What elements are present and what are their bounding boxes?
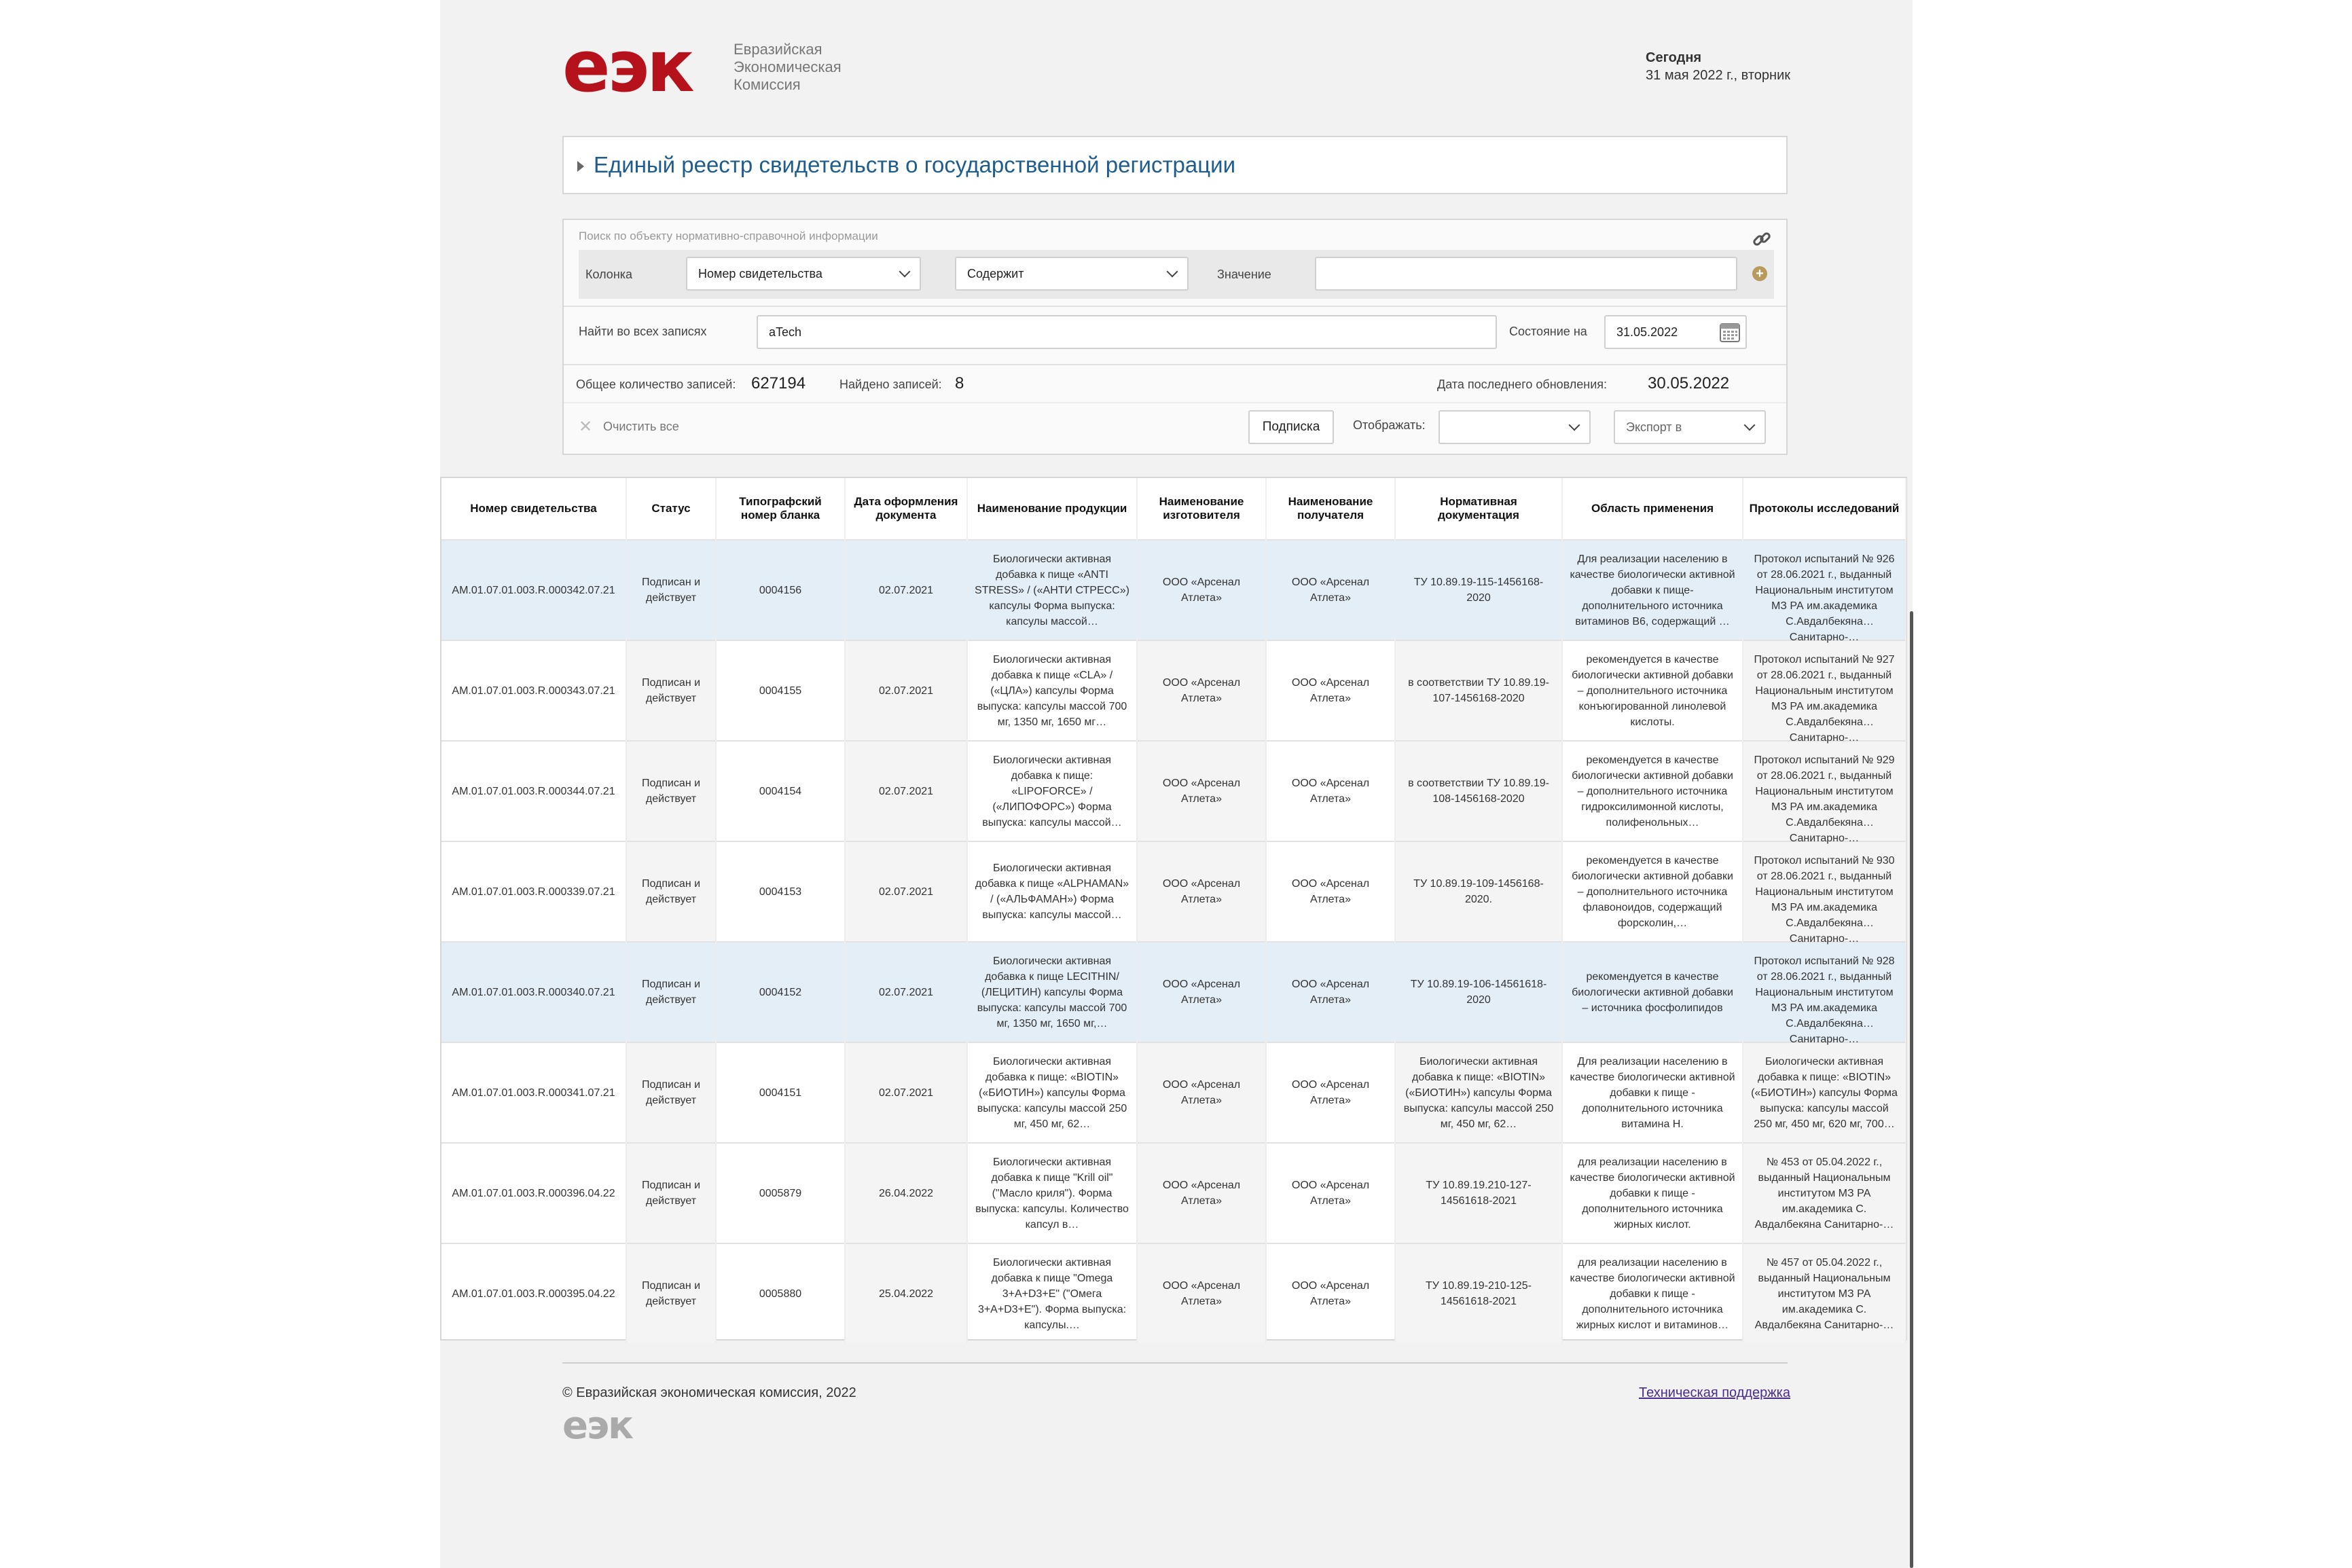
table-cell (626, 741, 716, 841)
today-label: Сегодня (1646, 50, 1702, 65)
table-cell (1137, 640, 1266, 741)
table-cell (441, 1243, 626, 1343)
table-body (441, 540, 1906, 1343)
link-icon[interactable] (1751, 228, 1773, 250)
table-cell (716, 1143, 845, 1243)
footer-divider (562, 1362, 1788, 1364)
find-all-label: Найти во всех записях (579, 325, 707, 338)
cell-text: Подписан и действует (641, 778, 701, 805)
cell-text: ТУ 10.89.19-210-125-14561618-2021 (1425, 1280, 1532, 1307)
cell-text: Биологически активная добавка к пище "Krill oil" ("Масло криля"). Форма выпуска: капсулы. Количество капсул в… (975, 1156, 1129, 1230)
cell-text: Биологически активная добавка к пище: «BIOTIN» («БИОТИН») капсулы Форма выпуска: капсулы массой 250 мг, 450 мг, 620 мг, 700… (1751, 1055, 1898, 1130)
table-cell (441, 1143, 626, 1243)
table-cell (1743, 942, 1906, 1045)
results-table (441, 478, 1906, 1343)
cell-text: ООО «Арсенал Атлета» (1162, 677, 1241, 704)
table-cell (1137, 1143, 1266, 1243)
logo-line: Экономическая (734, 58, 842, 75)
table-cell (1562, 942, 1743, 1042)
cell-text: AM.01.07.01.003.R.000395.04.22 (452, 1288, 615, 1300)
cell-text: AM.01.07.01.003.R.000344.07.21 (452, 785, 615, 797)
table-cell (845, 1042, 967, 1143)
filter-row (579, 250, 1774, 299)
table-cell (626, 1243, 716, 1343)
table-cell (1743, 640, 1906, 744)
cell-text: рекомендуется в качестве биологически активной добавки – дополнительного источника гидроксилимонной кислоты, полифенольных… (1572, 754, 1733, 828)
total-label: Общее количество записей: (576, 378, 736, 391)
table-cell (1266, 1143, 1395, 1243)
column-select[interactable] (686, 257, 921, 291)
search-heading: Поиск по объекту нормативно-справочной информации (579, 230, 878, 242)
cell-text: 0004155 (759, 685, 802, 697)
cell-text: ООО «Арсенал Атлета» (1291, 1079, 1370, 1106)
cell-text: Подписан и действует (641, 1079, 701, 1106)
clear-icon[interactable]: ✕ (579, 418, 593, 436)
cell-text: ООО «Арсенал Атлета» (1291, 1180, 1370, 1207)
cell-text: Для реализации населению в качестве биологически активной добавки к пище-дополнительного источника витаминов B6, содержащий … (1570, 553, 1735, 627)
cell-text: ООО «Арсенал Атлета» (1162, 1180, 1241, 1207)
table-cell (967, 1143, 1137, 1243)
table-cell (1562, 841, 1743, 942)
table-cell (1266, 640, 1395, 741)
table-cell (1137, 841, 1266, 942)
eec-logo[interactable]: еэк (562, 25, 692, 108)
page-scrollbar[interactable] (1910, 611, 1913, 1568)
column-header[interactable]: Наименование изготовителя (1137, 478, 1266, 540)
table-row[interactable] (441, 841, 1906, 942)
table-cell (441, 640, 626, 741)
chevron-down-icon (1744, 420, 1756, 431)
table-cell (626, 1042, 716, 1143)
updated-label: Дата последнего обновления: (1437, 378, 1608, 391)
chevron-down-icon (899, 266, 911, 278)
table-cell (716, 640, 845, 741)
cell-text: ООО «Арсенал Атлета» (1162, 878, 1241, 905)
table-cell (1266, 1042, 1395, 1143)
table-cell (845, 640, 967, 741)
column-header[interactable]: Область применения (1562, 478, 1743, 540)
cell-text: 02.07.2021 (878, 785, 934, 797)
value-label: Значение (1217, 268, 1271, 281)
table-cell (967, 540, 1137, 640)
table-cell (967, 1042, 1137, 1143)
triangle-right-icon (577, 161, 584, 172)
table-row[interactable] (441, 540, 1906, 640)
table-cell (716, 841, 845, 942)
table-row[interactable] (441, 1243, 1906, 1343)
display-label: Отображать: (1353, 418, 1426, 432)
cell-text: ТУ 10.89.19-106-14561618-2020 (1410, 979, 1547, 1006)
table-cell (1395, 1243, 1562, 1343)
table-cell (1743, 540, 1906, 643)
cell-text: ООО «Арсенал Атлета» (1291, 577, 1370, 604)
cell-text: Подписан и действует (641, 878, 701, 905)
cell-text: ООО «Арсенал Атлета» (1162, 1280, 1241, 1307)
table-cell (716, 741, 845, 841)
eec-logo-text (734, 41, 842, 94)
cell-text: AM.01.07.01.003.R.000342.07.21 (452, 584, 615, 596)
cell-text: 0004156 (759, 584, 802, 596)
registry-title-bar[interactable] (562, 136, 1788, 194)
table-cell (626, 1143, 716, 1243)
today-date: 31 мая 2022 г., вторник (1646, 68, 1790, 83)
total-value: 627194 (751, 374, 806, 393)
condition-select[interactable] (955, 257, 1189, 291)
table-cell (967, 841, 1137, 942)
found-value: 8 (955, 374, 964, 393)
table-row[interactable] (441, 1143, 1906, 1243)
find-all-input[interactable]: aTech (757, 315, 1497, 349)
cell-text: Протокол испытаний № 930 от 28.06.2021 г., выданный Национальным институтом МЗ РА им.академика С.Авдалбекяна Санитарно-… (1754, 854, 1895, 945)
found-label: Найдено записей: (839, 378, 942, 391)
search-panel (562, 219, 1788, 455)
table-cell (967, 741, 1137, 841)
display-select[interactable] (1439, 410, 1591, 444)
logo-line: Комиссия (734, 76, 801, 93)
cell-text: 02.07.2021 (878, 986, 934, 998)
state-date-input[interactable]: 31.05.2022 (1604, 315, 1747, 349)
table-cell (1562, 741, 1743, 841)
cell-text: 25.04.2022 (878, 1288, 934, 1300)
divider (564, 306, 1786, 307)
cell-text: Подписан и действует (641, 1180, 701, 1207)
cell-text: 02.07.2021 (878, 584, 934, 596)
cell-text: ООО «Арсенал Атлета» (1162, 979, 1241, 1006)
results-table-wrapper (440, 477, 1907, 1341)
cell-text: AM.01.07.01.003.R.000339.07.21 (452, 886, 615, 898)
table-cell (716, 540, 845, 640)
calendar-icon[interactable] (1718, 321, 1741, 344)
table-cell (967, 640, 1137, 741)
table-cell (1266, 841, 1395, 942)
table-cell (1137, 942, 1266, 1042)
cell-text: 02.07.2021 (878, 886, 934, 898)
cell-text: Протокол испытаний № 927 от 28.06.2021 г., выданный Национальным институтом МЗ РА им.академика С.Авдалбекяна Санитарно-… (1754, 653, 1895, 744)
table-cell (1743, 741, 1906, 844)
cell-text: № 453 от 05.04.2022 г., выданный Национальным институтом МЗ РА им.академика С. Авдалбекяна Санитарно-… (1754, 1156, 1894, 1230)
cell-text: AM.01.07.01.003.R.000340.07.21 (452, 986, 615, 998)
copyright: © Евразийская экономическая комиссия, 2022 (562, 1385, 856, 1400)
table-header-row (441, 478, 1906, 540)
cell-text: Биологически активная добавка к пище «CLA» / («ЦЛА») капсулы Форма выпуска: капсулы массой 700 мг, 1350 мг, 1650 мг… (977, 653, 1127, 728)
table-cell (441, 540, 626, 640)
table-cell (1137, 741, 1266, 841)
cell-text: в соответствии ТУ 10.89.19-108-1456168-2020 (1408, 778, 1549, 805)
table-cell (626, 841, 716, 942)
cell-text: AM.01.07.01.003.R.000341.07.21 (452, 1087, 615, 1099)
table-cell (1395, 741, 1562, 841)
column-header[interactable]: Дата оформления документа (845, 478, 967, 540)
cell-text: Биологически активная добавка к пище: «LIPOFORCE» / («ЛИПОФОРС») Форма выпуска: капсулы массой… (982, 754, 1122, 828)
table-row[interactable] (441, 640, 1906, 741)
cell-text: Протокол испытаний № 926 от 28.06.2021 г., выданный Национальным институтом МЗ РА им.академика С.Авдалбекяна Санитарно-… (1754, 553, 1895, 643)
cell-text: в соответствии ТУ 10.89.19-107-1456168-2020 (1408, 677, 1549, 704)
table-cell (1137, 540, 1266, 640)
cell-text: ООО «Арсенал Атлета» (1291, 677, 1370, 704)
table-cell (1395, 1143, 1562, 1243)
cell-text: 0004151 (759, 1087, 802, 1099)
cell-text: Биологически активная добавка к пище "Omega 3+A+D3+E" ("Омега 3+A+D3+E"). Форма выпуска: капсулы.… (977, 1256, 1127, 1331)
table-cell (1395, 1042, 1562, 1143)
table-cell (845, 841, 967, 942)
cell-text: ООО «Арсенал Атлета» (1291, 979, 1370, 1006)
table-cell (716, 942, 845, 1042)
footer-logo: еэк (562, 1404, 633, 1448)
table-cell (845, 540, 967, 640)
page-title: Единый реестр свидетельств о государственной регистрации (594, 152, 1236, 177)
table-cell (1562, 1243, 1743, 1343)
updated-value: 30.05.2022 (1648, 374, 1730, 393)
state-label: Состояние на (1509, 325, 1587, 338)
cell-text: для реализации населению в качестве биологически активной добавки к пище - дополнительного источника жирных кислот и витаминов… (1570, 1256, 1735, 1331)
today-block (1646, 49, 1790, 84)
logo-line: Евразийская (734, 41, 822, 58)
table-cell (1743, 841, 1906, 945)
column-select-value: Номер свидетельства (698, 267, 822, 280)
table-cell (1395, 540, 1562, 640)
column-header[interactable]: Наименование продукции (967, 478, 1137, 540)
support-link[interactable]: Техническая поддержка (1638, 1385, 1790, 1400)
export-select[interactable] (1614, 410, 1766, 444)
table-cell (845, 1243, 967, 1343)
subscribe-button[interactable]: Подписка (1248, 410, 1334, 444)
cell-text: Подписан и действует (641, 1280, 701, 1307)
table-row[interactable] (441, 1042, 1906, 1143)
table-cell (441, 841, 626, 942)
column-header[interactable]: Номер свидетельства (441, 478, 626, 540)
cell-text: рекомендуется в качестве биологически активной добавки – дополнительного источника конъюгированной линолевой кислоты. (1572, 653, 1733, 728)
cell-text: Подписан и действует (641, 577, 701, 604)
column-header[interactable]: Нормативная документация (1395, 478, 1562, 540)
table-cell (441, 741, 626, 841)
table-cell (1395, 942, 1562, 1042)
chevron-down-icon (1167, 266, 1178, 278)
table-cell (1266, 942, 1395, 1042)
cell-text: Подписан и действует (641, 677, 701, 704)
table-cell (716, 1042, 845, 1143)
cell-text: Биологически активная добавка к пище «ALPHAMAN» / («АЛЬФАМАН») Форма выпуска: капсулы массой… (975, 862, 1129, 921)
cell-text: ТУ 10.89.19-115-1456168-2020 (1413, 577, 1544, 604)
table-cell (1137, 1042, 1266, 1143)
cell-text: для реализации населению в качестве биологически активной добавки к пище - дополнительного источника жирных кислот. (1570, 1156, 1735, 1230)
table-cell (967, 1243, 1137, 1343)
cell-text: ООО «Арсенал Атлета» (1162, 577, 1241, 604)
table-row[interactable] (441, 741, 1906, 841)
table-cell (1562, 640, 1743, 741)
table-cell (845, 1143, 967, 1243)
cell-text: 0004152 (759, 986, 802, 998)
cell-text: 02.07.2021 (878, 685, 934, 697)
table-cell (1743, 1042, 1906, 1143)
chevron-down-icon (1569, 420, 1580, 431)
cell-text: Для реализации населению в качестве биологически активной добавки к пище - дополнительного источника витамина Н. (1570, 1055, 1735, 1130)
table-cell (626, 942, 716, 1042)
table-cell (1395, 640, 1562, 741)
column-header[interactable]: Наименование получателя (1266, 478, 1395, 540)
table-cell (1743, 1243, 1906, 1343)
cell-text: Биологически активная добавка к пище: «BIOTIN» («БИОТИН») капсулы Форма выпуска: капсулы массой 250 мг, 450 мг, 62… (977, 1055, 1127, 1130)
cell-text: рекомендуется в качестве биологически активной добавки – дополнительного источника флавоноидов, содержащий форсколин,… (1572, 854, 1733, 929)
column-header[interactable]: Типографский номер бланка (716, 478, 845, 540)
cell-text: Протокол испытаний № 928 от 28.06.2021 г., выданный Национальным институтом МЗ РА им.академика С.Авдалбекяна Санитарно-… (1754, 955, 1895, 1045)
table-cell (716, 1243, 845, 1343)
add-icon[interactable]: + (1752, 266, 1767, 281)
cell-text: 0004154 (759, 785, 802, 797)
cell-text: № 457 от 05.04.2022 г., выданный Национальным институтом МЗ РА им.академика С. Авдалбекяна Санитарно-… (1754, 1256, 1894, 1331)
clear-all-link[interactable]: Очистить все (603, 420, 679, 433)
table-cell (626, 540, 716, 640)
table-cell (1266, 1243, 1395, 1343)
cell-text: ООО «Арсенал Атлета» (1291, 778, 1370, 805)
cell-text: 26.04.2022 (878, 1187, 934, 1199)
cell-text: ТУ 10.89.19.210-127-14561618-2021 (1426, 1180, 1532, 1207)
cell-text: ООО «Арсенал Атлета» (1291, 878, 1370, 905)
cell-text: AM.01.07.01.003.R.000396.04.22 (452, 1187, 615, 1199)
column-header[interactable]: Статус (626, 478, 716, 540)
cell-text: Подписан и действует (641, 979, 701, 1006)
cell-text: AM.01.07.01.003.R.000343.07.21 (452, 685, 615, 697)
table-cell (1562, 1143, 1743, 1243)
table-cell (1562, 540, 1743, 640)
cell-text: 0005880 (759, 1288, 802, 1300)
condition-select-value: Содержит (967, 267, 1024, 280)
table-cell (1395, 841, 1562, 942)
table-cell (967, 942, 1137, 1042)
divider (564, 364, 1786, 365)
table-cell (1266, 741, 1395, 841)
cell-text: Биологически активная добавка к пище: «BIOTIN» («БИОТИН») капсулы Форма выпуска: капсулы массой 250 мг, 450 мг, 62… (1403, 1055, 1554, 1130)
table-cell (441, 1042, 626, 1143)
table-cell (626, 640, 716, 741)
cell-text: Биологически активная добавка к пище LECITHIN/ (ЛЕЦИТИН) капсулы Форма выпуска: капсулы массой 700 мг, 1350 мг, 1650 мг,… (977, 955, 1127, 1029)
cell-text: 0004153 (759, 886, 802, 898)
cell-text: ООО «Арсенал Атлета» (1162, 778, 1241, 805)
page (440, 0, 1913, 1568)
cell-text: ООО «Арсенал Атлета» (1162, 1079, 1241, 1106)
cell-text: Биологически активная добавка к пище «ANTI STRESS» / («АНТИ СТРЕСС») капсулы Форма выпуска: капсулы массой… (975, 553, 1129, 627)
column-label: Колонка (585, 268, 633, 281)
table-cell (1266, 540, 1395, 640)
table-cell (845, 942, 967, 1042)
table-cell (1743, 1143, 1906, 1243)
cell-text: рекомендуется в качестве биологически активной добавки – источника фосфолипидов (1572, 970, 1733, 1014)
cell-text: 0005879 (759, 1187, 802, 1199)
table-cell (1137, 1243, 1266, 1343)
divider (564, 402, 1786, 403)
export-select-value: Экспорт в (1626, 420, 1682, 434)
cell-text: ООО «Арсенал Атлета» (1291, 1280, 1370, 1307)
value-input[interactable] (1315, 257, 1737, 291)
table-cell (441, 942, 626, 1042)
cell-text: Протокол испытаний № 929 от 28.06.2021 г., выданный Национальным институтом МЗ РА им.академика С.Авдалбекяна Санитарно-… (1754, 754, 1895, 844)
cell-text: 02.07.2021 (878, 1087, 934, 1099)
column-header[interactable]: Протоколы исследований (1743, 478, 1906, 540)
table-cell (1562, 1042, 1743, 1143)
cell-text: ТУ 10.89.19-109-1456168-2020. (1413, 878, 1544, 905)
table-row[interactable] (441, 942, 1906, 1042)
table-cell (845, 741, 967, 841)
